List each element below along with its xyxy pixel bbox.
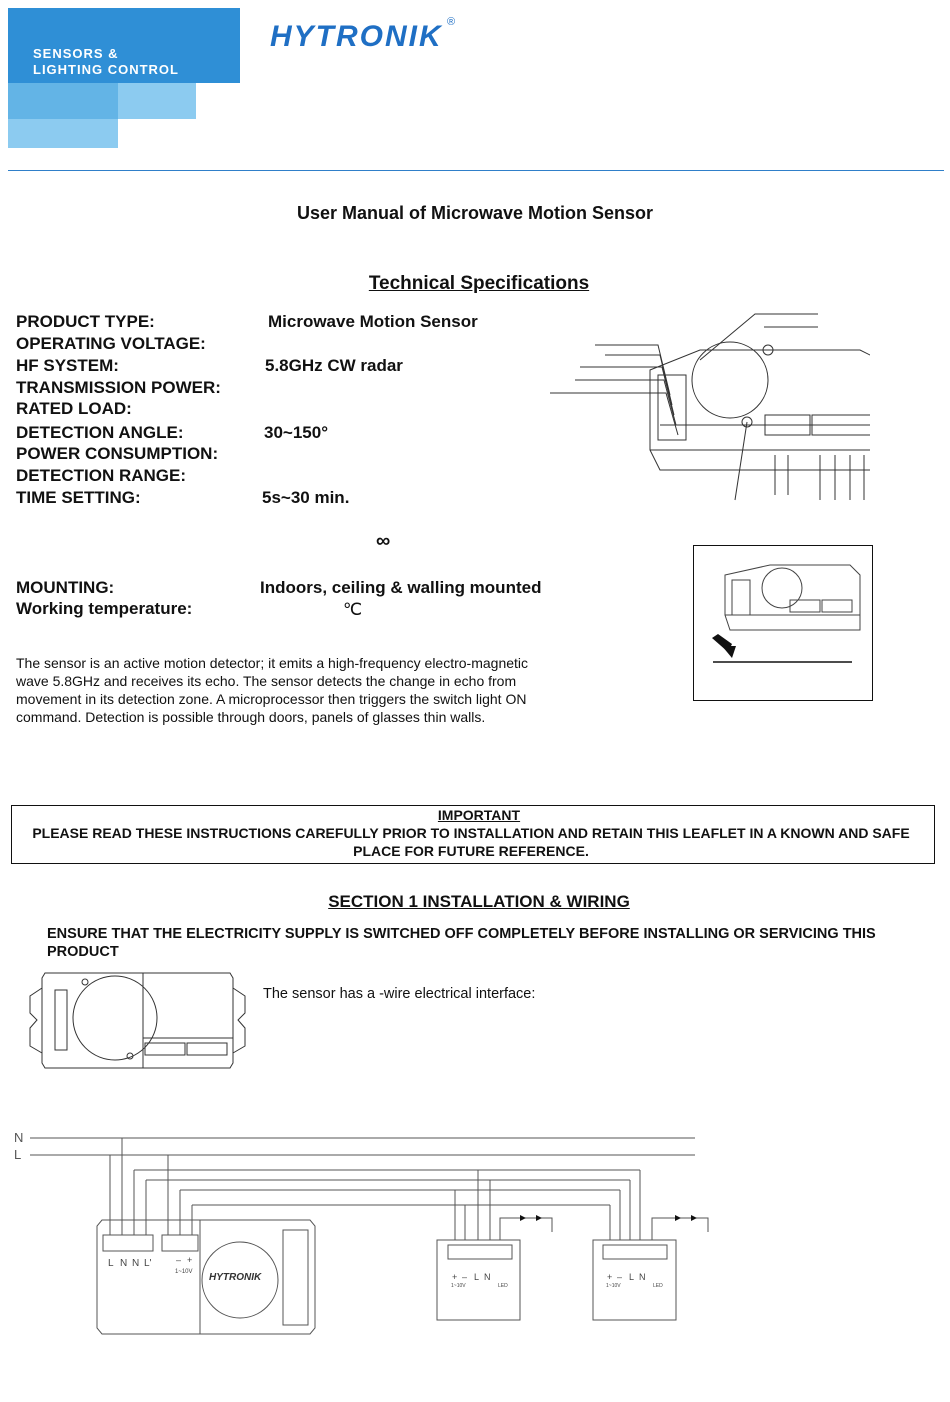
terminal-row-2 — [187, 1043, 227, 1055]
terminal-label-dim-range: 1~10V — [175, 1269, 193, 1275]
driver1-dim: 1~10V — [451, 1283, 466, 1289]
spec-value-mounting: Indoors, ceiling & walling mounted — [260, 578, 542, 597]
terminal-row-1 — [145, 1043, 185, 1055]
terminal-label-n1: N — [120, 1258, 128, 1269]
driver2-dim: 1~10V — [606, 1283, 621, 1289]
driver2-l: L — [629, 1272, 635, 1282]
driver1-minus: – — [462, 1272, 468, 1282]
leader-line-8 — [735, 422, 747, 500]
sensor-logo-text: HYTRONIK — [209, 1272, 262, 1283]
brand-tagline-line2: LIGHTING CONTROL — [33, 62, 179, 77]
leader-line-7 — [550, 393, 678, 435]
wiring-diagram — [0, 1120, 760, 1350]
spec-label-product-type: PRODUCT TYPE: — [16, 312, 155, 331]
driver1-l: L — [474, 1272, 480, 1282]
driver1-n: N — [484, 1272, 491, 1282]
spec-value-detection-angle: 30~150° — [264, 423, 328, 442]
left-mounting-tab — [30, 988, 42, 1053]
product-drawing — [550, 300, 870, 510]
antenna-dome — [692, 342, 768, 418]
inset-sensor-drawing — [700, 560, 865, 680]
sensor-description: The sensor is an active motion detector; it emits a high-frequency electro-magnetic wave 5.8GHz and receives its echo. The sensor detects the change in echo from movement in its detection zone. A microprocessor then triggers the switch light ON command. Detection is possible through doors, panels of glasses thin walls. — [16, 655, 529, 725]
wire-interface-text: The sensor has a -wire electrical interface: — [263, 986, 536, 1002]
sensor-main-terminals — [103, 1235, 153, 1251]
specs-heading: Technical Specifications — [368, 273, 590, 294]
document-title: User Manual of Microwave Motion Sensor — [296, 203, 654, 223]
spec-label-transmission-power: TRANSMISSION POWER: — [16, 378, 221, 397]
spec-label-hf-system: HF SYSTEM: — [16, 356, 119, 375]
spec-label-rated-load: RATED LOAD: — [16, 399, 132, 418]
brand-tagline — [33, 46, 179, 78]
power-off-warning: ENSURE THAT THE ELECTRICITY SUPPLY IS SWITCHED OFF COMPLETELY BEFORE INSTALLING OR SERVICING THIS PRODUCT — [47, 926, 876, 960]
spec-value-temperature-unit: ℃ — [343, 600, 363, 619]
spec-label-detection-range: DETECTION RANGE: — [16, 466, 186, 485]
label-l: L — [14, 1147, 22, 1162]
sensor-front-drawing — [25, 968, 255, 1073]
terminal-label-lprime: L' — [144, 1258, 152, 1269]
terminal-label-n2: N — [132, 1258, 140, 1269]
antenna-dome-front — [73, 976, 157, 1060]
registered-mark: ® — [447, 16, 456, 28]
spec-label-mounting: MOUNTING: — [16, 578, 115, 597]
section-1-heading: SECTION 1 INSTALLATION & WIRING — [328, 892, 630, 911]
driver2-plus: + — [607, 1272, 613, 1282]
leader-line-1 — [700, 314, 818, 360]
sensor-dim-terminals — [162, 1235, 198, 1251]
wiring-sensor-body — [97, 1220, 315, 1334]
important-text: PLEASE READ THESE INSTRUCTIONS CAREFULLY PRIOR TO INSTALLATION AND RETAIN THIS LEAFLET IN A KNOWN AND SAFE PLACE FOR FUTURE REFERENCE. — [32, 825, 910, 859]
spec-value-product-type: Microwave Motion Sensor — [268, 312, 478, 331]
leader-line-3 — [595, 345, 670, 395]
leader-line-5 — [580, 367, 674, 415]
leader-line-6 — [575, 380, 676, 425]
driver1-plus: + — [452, 1272, 458, 1282]
spec-label-time-setting: TIME SETTING: — [16, 488, 141, 507]
brand-tagline-line1: SENSORS & — [33, 46, 119, 61]
terminal-label-minus: – — [176, 1255, 182, 1265]
brand-block-lower-right — [118, 83, 196, 119]
header-divider — [8, 170, 944, 171]
spec-value-hf-system: 5.8GHz CW radar — [265, 356, 403, 375]
driver2-led: LED — [653, 1283, 663, 1289]
spec-label-detection-angle: DETECTION ANGLE: — [16, 423, 184, 442]
driver2-n: N — [639, 1272, 646, 1282]
led-driver-2 — [593, 1240, 676, 1320]
brand-block-bottom — [8, 119, 118, 148]
label-n: N — [14, 1130, 24, 1145]
sensor-housing — [650, 350, 870, 470]
infinity-symbol: ∞ — [376, 530, 391, 552]
terminal-label-l: L — [108, 1258, 114, 1269]
dip-switch-column — [55, 990, 67, 1050]
right-mounting-tab — [233, 988, 245, 1053]
spec-label-working-temperature: Working temperature: — [16, 599, 193, 618]
driver1-led: LED — [498, 1283, 508, 1289]
terminal-label-plus: + — [187, 1255, 193, 1265]
hytronik-logo: HYTRONIK — [270, 20, 443, 53]
driver2-minus: – — [617, 1272, 623, 1282]
important-title: IMPORTANT — [437, 807, 521, 823]
spec-value-time-setting: 5s~30 min. — [262, 488, 350, 507]
spec-label-operating-voltage: OPERATING VOLTAGE: — [16, 334, 206, 353]
spec-label-power-consumption: POWER CONSUMPTION: — [16, 444, 219, 463]
